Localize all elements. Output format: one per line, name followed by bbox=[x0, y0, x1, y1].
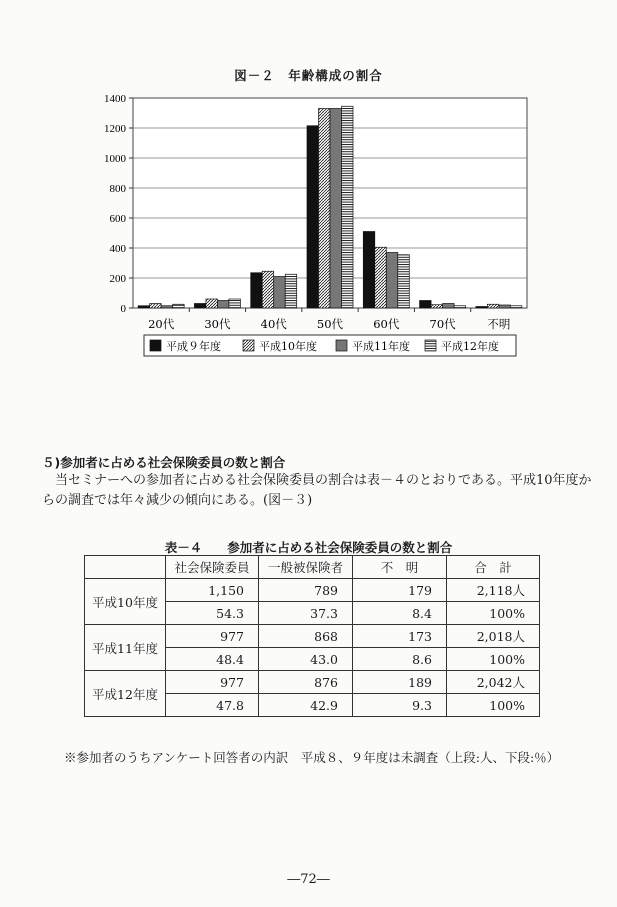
bar bbox=[443, 304, 455, 309]
table-cell: 9.3 bbox=[353, 694, 447, 717]
bar bbox=[262, 271, 274, 308]
table-cell: 789 bbox=[259, 579, 353, 602]
table-header: 一般被保険者 bbox=[259, 556, 353, 579]
row-label: 平成12年度 bbox=[85, 671, 166, 717]
section-paragraph: 当セミナーへの参加者に占める社会保険委員の割合は表－４のとおりである。平成10年度からの調査では年々減少の傾向にある。(図－３) bbox=[42, 473, 592, 508]
table-header-blank bbox=[85, 556, 166, 579]
table-cell: 100% bbox=[447, 602, 540, 625]
row-label: 平成10年度 bbox=[85, 579, 166, 625]
legend-label: 平成12年度 bbox=[441, 340, 499, 353]
table-cell: 47.8 bbox=[166, 694, 259, 717]
bar bbox=[476, 307, 488, 309]
x-category-label: 70代 bbox=[429, 317, 456, 331]
bar bbox=[138, 306, 150, 308]
table-row bbox=[85, 625, 540, 648]
section-heading: ５)参加者に占める社会保険委員の数と割合 bbox=[42, 455, 286, 470]
bar bbox=[173, 304, 185, 308]
bar bbox=[420, 301, 432, 309]
table-cell: 8.4 bbox=[353, 602, 447, 625]
bar bbox=[398, 255, 410, 308]
bar bbox=[307, 126, 319, 308]
x-category-label: 不明 bbox=[487, 317, 511, 331]
table-header: 不 明 bbox=[353, 556, 447, 579]
legend-swatch bbox=[243, 340, 254, 351]
table-row bbox=[85, 579, 540, 602]
table-note: ※参加者のうちアンケート回答者の内訳 平成８、９年度は未調査（上段:人、下段:％） bbox=[64, 750, 560, 765]
y-tick-label: 1000 bbox=[104, 153, 126, 165]
table-cell: 977 bbox=[166, 671, 259, 694]
x-category-label: 60代 bbox=[373, 317, 400, 331]
table-cell: 100% bbox=[447, 648, 540, 671]
y-tick-label: 1200 bbox=[104, 123, 126, 135]
table-cell: 48.4 bbox=[166, 648, 259, 671]
table-cell: 2,042人 bbox=[447, 671, 540, 694]
members-table bbox=[84, 555, 540, 717]
table-cell: 179 bbox=[353, 579, 447, 602]
table-cell: 43.0 bbox=[259, 648, 353, 671]
table-cell: 8.6 bbox=[353, 648, 447, 671]
bar bbox=[386, 253, 398, 309]
legend-label: 平成９年度 bbox=[166, 340, 221, 353]
table-cell: 1,150 bbox=[166, 579, 259, 602]
y-tick-label: 200 bbox=[109, 273, 126, 285]
bar bbox=[454, 306, 466, 308]
table-cell: 173 bbox=[353, 625, 447, 648]
bar bbox=[330, 109, 342, 309]
legend-swatch bbox=[336, 340, 347, 351]
bar bbox=[510, 306, 522, 308]
bar bbox=[487, 304, 499, 308]
bar bbox=[375, 247, 387, 308]
table-cell: 876 bbox=[259, 671, 353, 694]
legend-swatch bbox=[425, 340, 436, 351]
table-cell: 977 bbox=[166, 625, 259, 648]
x-category-label: 20代 bbox=[148, 317, 175, 331]
table-title: 表－４ 参加者に占める社会保険委員の数と割合 bbox=[164, 540, 453, 555]
chart-title: 図－２ 年齢構成の割合 bbox=[234, 68, 383, 83]
table-cell: 42.9 bbox=[259, 694, 353, 717]
bar bbox=[274, 277, 286, 309]
bar bbox=[363, 232, 375, 309]
legend-swatch bbox=[150, 340, 161, 351]
y-tick-label: 600 bbox=[109, 213, 126, 225]
table-cell: 2,118人 bbox=[447, 579, 540, 602]
y-tick-label: 800 bbox=[109, 183, 126, 195]
bar bbox=[319, 109, 331, 309]
row-label: 平成11年度 bbox=[85, 625, 166, 671]
bar bbox=[161, 306, 173, 308]
bar bbox=[217, 301, 229, 309]
bar bbox=[150, 304, 162, 309]
y-tick-label: 400 bbox=[109, 243, 126, 255]
age-composition-chart bbox=[0, 0, 617, 440]
bar bbox=[229, 299, 241, 308]
bar bbox=[499, 305, 511, 308]
table-cell: 868 bbox=[259, 625, 353, 648]
bar bbox=[251, 273, 263, 308]
bar bbox=[285, 274, 297, 308]
table-cell: 54.3 bbox=[166, 602, 259, 625]
y-tick-label: 1400 bbox=[104, 93, 126, 105]
table-row bbox=[85, 671, 540, 694]
x-category-label: 50代 bbox=[316, 317, 344, 331]
bar bbox=[194, 304, 206, 309]
legend-label: 平成10年度 bbox=[259, 340, 317, 353]
x-category-label: 40代 bbox=[260, 317, 287, 331]
table-cell: 37.3 bbox=[259, 602, 353, 625]
table-cell: 2,018人 bbox=[447, 625, 540, 648]
table-header: 合 計 bbox=[447, 556, 540, 579]
legend-label: 平成11年度 bbox=[352, 340, 410, 353]
table-cell: 189 bbox=[353, 671, 447, 694]
table-header-row bbox=[85, 556, 540, 579]
bar bbox=[206, 299, 218, 308]
x-category-label: 30代 bbox=[204, 317, 231, 331]
bar bbox=[342, 106, 354, 308]
table-cell: 100% bbox=[447, 694, 540, 717]
y-tick-label: 0 bbox=[120, 303, 126, 315]
table-header: 社会保険委員 bbox=[166, 556, 259, 579]
page-number: ―72― bbox=[287, 872, 330, 887]
bar bbox=[431, 305, 443, 308]
